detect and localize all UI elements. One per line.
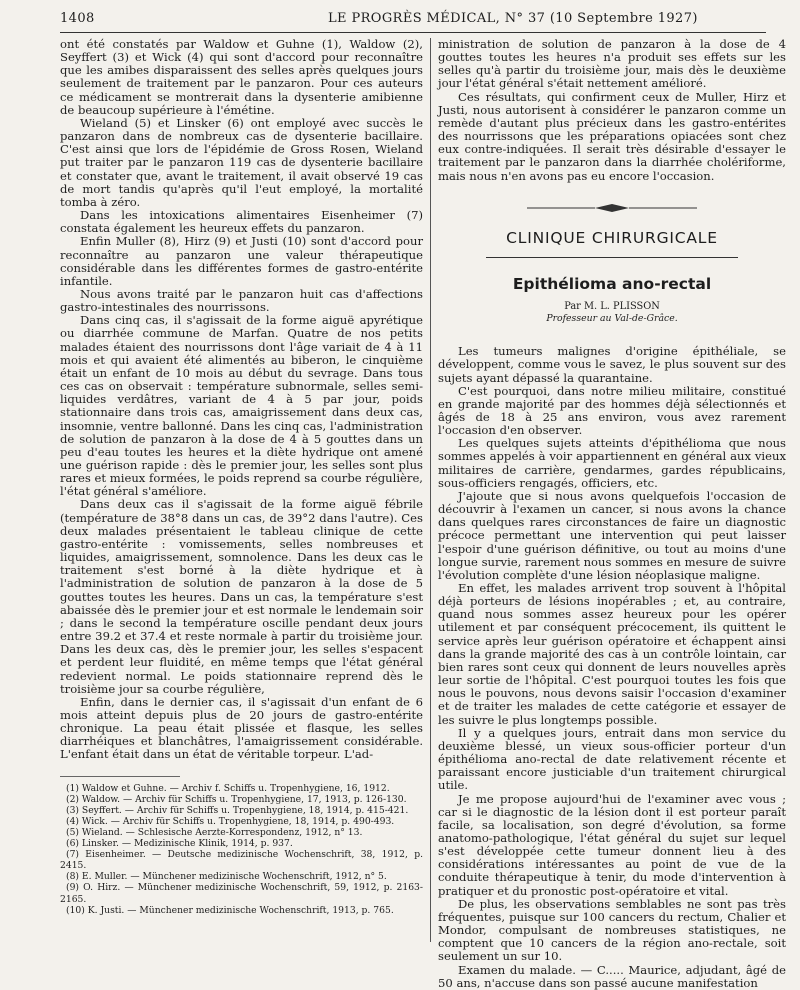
paragraph: Il y a quelques jours, entrait dans mon service du deuxième blessé, un vieux sous-officier porteur d'un épithélioma ano-rectal de date relativement récente et paraissant encore justiciable d'un traitement chirurgical utile.	[438, 725, 786, 793]
footnotes	[60, 783, 423, 916]
paragraph: Wieland (5) et Linsker (6) ont employé avec succès le panzaron dans de nombreux cas de dysenterie bacillaire. C'est ainsi que lors de l'épidémie de Gross Rosen, Wieland put traiter par le panzaron 119 cas de dysenterie bacillaire et constater que, avant le traitement, il avait observé 19 cas de mort tandis qu'après qu'il l'eut employé, la mortalité tomba à zéro.	[60, 115, 423, 209]
paragraph: Dans deux cas il s'agissait de la forme aiguë fébrile (température de 38°8 dans un cas, de 39°2 dans l'autre). Ces deux malades présentaient le tableau clinique de cette gastro-entérite : vomissements, selles nombreuses et liquides, amaigrissement, somnolence. Dans les deux cas le traitement s'est borné à la diète hydrique et à l'administration de solution de panzaron à la dose de 5 gouttes toutes les heures. Dans un cas, la température s'est abaissée dès le premier jour et est normale le lendemain soir ; dans le second la température oscille pendant deux jours entre 39.2 et 37.4 et reste normale à partir du troisième jour. Dans les deux cas, dès le premier jour, les selles s'espacent et perdent leur fluidité, en même temps que l'état général redevient normal. Le poids stationnaire reprend dès le troisième jour sa courbe régulière,	[60, 497, 423, 696]
right-column	[438, 38, 786, 990]
paragraph: De plus, les observations semblables ne sont pas très fréquentes, puisque sur 100 cancers du rectum, Chalier et Mondor, compulsant de nombreuses statistiques, ne comptent que 10 cancers de la région ano-rectale, soit seulement un sur 10.	[438, 896, 786, 964]
byline: Par M. L. PLISSON	[564, 301, 660, 313]
footnote: (8) E. Muller. — Münchener medizinische Wochenschrift, 1912, n° 5.	[66, 871, 387, 883]
paragraph: En effet, les malades arrivent trop souvent à l'hôpital déjà porteurs de lésions inopérables ; et, au contraire, quand nous sommes assez heureux pour les opérer utilement et par conséquent précocement, ils quittent le service après leur guérison opératoire et échappent ainsi dans la grande majorité des cas à un contrôle lointain, car bien rares sont ceux qui donnent de leurs nouvelles après leur sortie de l'hôpital. C'est pourquoi toutes les fois que nous le pouvons, nous devons saisir l'occasion d'examiner et de traiter les malades de cette catégorie et essayer de les suivre le plus longtemps possible.	[438, 581, 786, 727]
page-number: 1408	[60, 11, 95, 26]
footnote: (1) Waldow et Guhne. — Archiv f. Schiffs u. Tropenhygiene, 16, 1912.	[66, 782, 390, 794]
paragraph: Les quelques sujets atteints d'épithélioma que nous sommes appelés à voir appartiennent en général aux vieux militaires de carrière, gendarmes, gardes républicains, sous-officiers rengagés, officiers, etc.	[438, 436, 786, 490]
footnote-rule	[60, 776, 180, 777]
footnote: (2) Waldow. — Archiv für Schiffs u. Tropenhygiene, 17, 1913, p. 126-130.	[66, 793, 407, 805]
ornament-rule-icon	[527, 203, 697, 213]
column-divider	[430, 38, 431, 942]
footnote: (4) Wick. — Archiv für Schiffs u. Tropenhygiene, 18, 1914, p. 490-493.	[66, 815, 395, 827]
ornament-divider	[438, 203, 786, 216]
paragraph: Enfin, dans le dernier cas, il s'agissait d'un enfant de 6 mois atteint depuis plus de 20 jours de gastro-entérite chronique. La peau était plissée et flasque, les selles diarrhéiques et blanchâtres, l'amaigrissement considérable. L'enfant était dans un état de véritable torpeur. L'ad-	[60, 694, 423, 762]
paragraph: Dans les intoxications alimentaires Eisenheimer (7) constata également les heureux effets du panzaron.	[60, 208, 423, 236]
paragraph: Je me propose aujourd'hui de l'examiner avec vous ; car si le diagnostic de la lésion dont il est porteur paraît facile, sa localisation, son degré d'évolution, sa forme anatomo-pathologique, l'état général du sujet sur lequel s'est développée cette tumeur donnent lieu à des considérations intéressantes au point de vue de la conduite thérapeutique à tenir, du mode d'intervention à pratiquer et du pronostic post-opératoire et vital.	[438, 791, 786, 898]
paragraph: Les tumeurs malignes d'origine épithéliale, se développent, comme vous le savez, le plus souvent sur des sujets ayant dépassé la quarantaine.	[438, 344, 786, 385]
paragraph: Ces résultats, qui confirment ceux de Muller, Hirz et Justi, nous autorisent à considérer le panzaron comme un remède d'autant plus précieux dans les gastro-entérites des nourrissons que les préparations opiacées sont chez eux contre-indiquées. Il serait très désirable d'essayer le traitement par le panzaron dans la diarrhée cholériforme, mais nous n'en avons pas eu encore l'occasion.	[438, 89, 786, 183]
footnote: (6) Linsker. — Medizinische Klinik, 1914, p. 937.	[66, 838, 293, 850]
paragraph: Examen du malade. — C..... Maurice, adjudant, âgé de 50 ans, n'accuse dans son passé aucune manifestation	[438, 962, 786, 990]
left-column	[60, 38, 423, 916]
footnote: (3) Seyffert. — Archiv für Schiffs u. Tropenhygiene, 18, 1914, p. 415-421.	[66, 804, 409, 816]
paragraph: Enfin Muller (8), Hirz (9) et Justi (10) sont d'accord pour reconnaître au panzaron une valeur thérapeutique considérable dans les différentes formes de gastro-entérite infantile.	[60, 234, 423, 288]
paragraph: C'est pourquoi, dans notre milieu militaire, constitué en grande majorité par des hommes déjà sélectionnés et âgés de 18 à 25 ans environ, vous avez rarement l'occasion d'en observer.	[438, 383, 786, 438]
paragraph: Nous avons traité par le panzaron huit cas d'affections gastro-intestinales des nourrissons.	[60, 286, 423, 315]
section-title: CLINIQUE CHIRURGICALE	[506, 228, 718, 247]
footnote: (5) Wieland. — Schlesische Aerzte-Korrespondenz, 1912, n° 13.	[66, 826, 363, 838]
article-title: Epithélioma ano-rectal	[512, 275, 712, 294]
running-title: LE PROGRÈS MÉDICAL, N° 37 (10 Septembre 1927)	[328, 11, 698, 26]
footnote: (9) O. Hirz. — Münchener medizinische Wochenschrift, 59, 1912, p. 2163-2165.	[60, 882, 423, 905]
section-rule	[486, 257, 738, 258]
affiliation: Professeur au Val-de-Grâce.	[546, 313, 678, 325]
paragraph: ministration de solution de panzaron à la dose de 4 gouttes toutes les heures n'a produit ses effets sur les selles qu'à partir du troisième jour, mais dès le deuxième jour l'état général s'était nettement amélioré.	[438, 37, 786, 91]
paragraph: ont été constatés par Waldow et Guhne (1), Waldow (2), Seyffert (3) et Wick (4) qui sont d'accord pour reconnaître que les amibes disparaissent des selles après quelques jours seulement de traitement par le panzaron. Pour ces auteurs ce médicament se montrerait dans la dysenterie amibienne de beaucoup supérieure à l'émétine.	[60, 37, 423, 117]
paragraph: Dans cinq cas, il s'agissait de la forme aiguë apyrétique ou diarrhée commune de Marfan. Quatre de nos petits malades étaient des nourrissons dont l'âge variait de 4 à 11 mois et qui avaient été alimentés au biberon, le cinquième était un enfant de 10 mois au début du sevrage. Dans tous ces cas on observait : température subnormale, selles semi-liquides verdâtres, variant de 4 à 5 par jour, poids stationnaire dans trois cas, amaigrissement dans deux cas, insomnie, ventre ballonné. Dans les cinq cas, l'administration de solution de panzaron à la dose de 4 à 5 gouttes dans un peu d'eau toutes les heures et la diète hydrique ont amené une guérison rapide : dès le premier jour, les selles sont plus rares et mieux formées, le poids reprend sa courbe régulière, l'état général s'améliore.	[60, 313, 423, 499]
footnote: (7) Eisenheimer. — Deutsche medizinische Wochenschrift, 38, 1912, p. 2415.	[60, 849, 423, 872]
footnote: (10) K. Justi. — Münchener medizinische Wochenschrift, 1913, p. 765.	[66, 904, 394, 916]
header-rule	[60, 32, 766, 33]
running-header	[60, 8, 764, 30]
paragraph: J'ajoute que si nous avons quelquefois l'occasion de découvrir à l'examen un cancer, si nous avons la chance dans quelques rares circonstances de faire un diagnostic précoce permettant une intervention qui peut laisser l'espoir d'une guérison définitive, ou tout au moins d'une longue survie, rarement nous sommes en mesure de suivre l'évolution complète d'une lésion néoplasique maligne.	[438, 488, 786, 582]
